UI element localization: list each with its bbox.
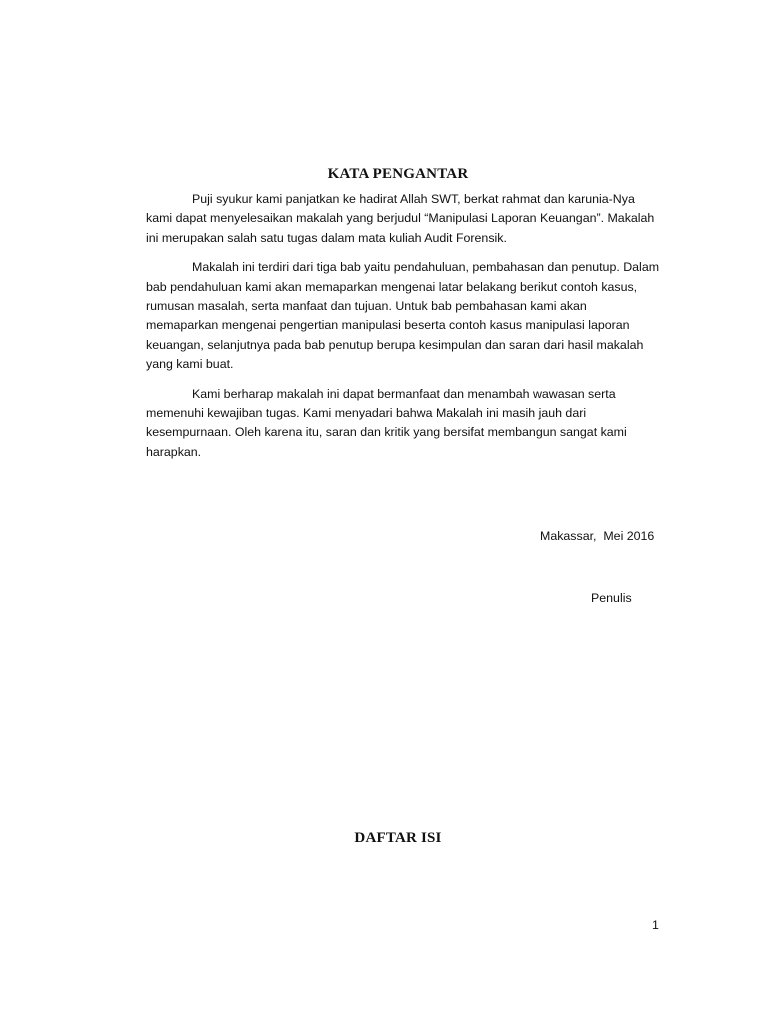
author-line: Penulis (591, 591, 632, 605)
paragraph-3: Kami berharap makalah ini dapat bermanfaat dan menambah wawasan serta memenuhi kewajiban tugas. Kami menyadari bahwa Makalah ini masih jauh dari kesempurnaan. Oleh karena itu, saran dan kritik yang bersifat membangun sangat kami harapkan. (146, 386, 627, 459)
place-date-line: Makassar, Mei 2016 (540, 529, 655, 543)
paragraph-2: Makalah ini terdiri dari tiga bab yaitu pendahuluan, pembahasan dan penutup. Dalam bab pendahuluan kami akan memaparkan mengenai latar belakang berikut contoh kasus, rumusan masalah, serta manfaat dan tujuan. Untuk bab pembahasan kami akan memaparkan mengenai pengertian manipulasi beserta contoh kasus manipulasi laporan keuangan, selanjutnya pada bab penutup berupa kesimpulan dan saran dari hasil makalah yang kami buat. (146, 260, 660, 372)
kata-pengantar-heading: KATA PENGANTAR (327, 166, 469, 182)
kata-pengantar-body (146, 190, 662, 472)
paragraph-1: Puji syukur kami panjatkan ke hadirat Allah SWT, berkat rahmat dan karunia-Nya kami dapat menyelesaikan makalah yang berjudul “Manipulasi Laporan Keuangan”. Makalah ini merupakan salah satu tugas dalam mata kuliah Audit Forensik. (146, 192, 655, 245)
daftar-isi-heading: DAFTAR ISI (354, 830, 442, 846)
page-number: 1 (652, 918, 659, 932)
